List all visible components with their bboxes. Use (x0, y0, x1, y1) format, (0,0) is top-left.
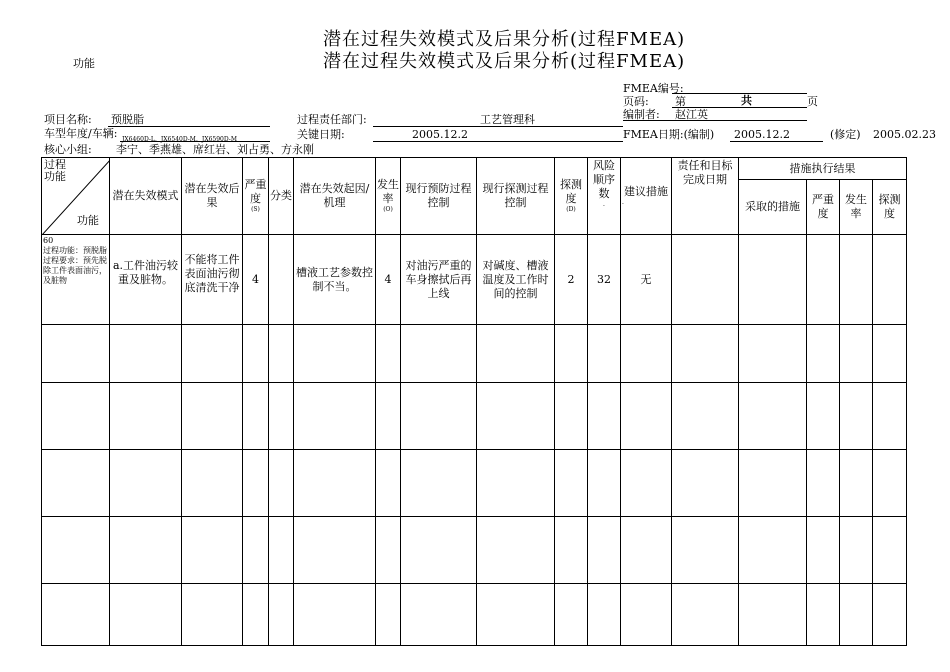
function-label: 功能 (73, 57, 95, 70)
col-failure-mode: 潜在失效模式 (110, 158, 182, 235)
dept-label: 过程责任部门: (297, 113, 367, 126)
revised-value: 2005.02.23 (873, 128, 936, 141)
compiler-label: 编制者: (623, 108, 660, 121)
cell-recommended: 无 (621, 235, 672, 325)
cell-res-severity (807, 235, 840, 325)
page-label: 页码: (623, 95, 649, 108)
col-recommended (621, 158, 672, 235)
col-rpn-sub: . (603, 201, 605, 208)
cell-responsibility (672, 235, 739, 325)
cell-classification (269, 235, 294, 325)
col-occurrence (376, 158, 401, 235)
keydate-underline (373, 141, 623, 142)
table-row-empty (42, 450, 907, 517)
page-gong: 共 (741, 94, 752, 107)
revised-label: (修定) (830, 128, 861, 141)
col-detectability-label: 探测度 (560, 178, 582, 205)
cell-failure-mode: a.工件油污较重及脏物。 (110, 235, 182, 325)
model-underline (120, 141, 270, 142)
project-label: 项目名称: (44, 113, 92, 126)
cell-failure-cause: 槽液工艺参数控制不当。 (294, 235, 376, 325)
cell-severity: 4 (243, 235, 269, 325)
table-row-empty (42, 383, 907, 450)
dept-underline (373, 126, 623, 127)
cell-actions-taken (739, 235, 807, 325)
col-res-occurrence: 发生率 (840, 180, 873, 235)
col-severity (243, 158, 269, 235)
col-detection: 现行探测过程控制 (477, 158, 555, 235)
col-results: 措施执行结果 (739, 158, 907, 180)
keydate-label: 关键日期: (297, 128, 345, 141)
col-res-severity: 严重度 (807, 180, 840, 235)
page-title-repeat: 潜在过程失效模式及后果分析(过程FMEA) (323, 51, 686, 72)
table-row-empty (42, 517, 907, 584)
cell-function: 60 过程功能：预脱脂 过程要求：预先脱除工件表面油污，及脏物 (42, 235, 110, 325)
col-detectability-sub: (D) (566, 206, 576, 213)
col-responsibility: 责任和目标完成日期 (672, 158, 739, 235)
keydate-value: 2005.12.2 (412, 128, 468, 141)
project-value: 预脱脂 (111, 113, 144, 126)
col-occurrence-label: 发生率 (377, 178, 399, 205)
fmea-table (41, 157, 907, 646)
cell-prevention: 对油污严重的车身擦拭后再上线 (401, 235, 477, 325)
table-row-empty (42, 325, 907, 383)
cell-detectability: 2 (555, 235, 588, 325)
col-severity-sub: (S) (251, 206, 260, 213)
col-failure-cause: 潜在失效起因/机理 (294, 158, 376, 235)
team-value: 李宁、季燕雄、席红岩、刘占勇、方永刚 (116, 143, 314, 156)
cell-res-occurrence (840, 235, 873, 325)
fmea-date-underline (730, 141, 823, 142)
page-di: 第 (675, 95, 686, 108)
cell-res-detection (873, 235, 907, 325)
fmea-date-label: FMEA日期:(编制) (623, 128, 715, 141)
fmea-no-underline (672, 93, 807, 94)
col-rpn (588, 158, 621, 235)
col-prevention: 现行预防过程控制 (401, 158, 477, 235)
compiler-value: 赵江英 (675, 108, 708, 121)
fmea-no-label: FMEA编号: (623, 82, 684, 95)
page-title: 潜在过程失效模式及后果分析(过程FMEA) (323, 29, 686, 50)
process-function-tl: 过程 功能 (44, 158, 66, 183)
col-recommended-label: 建议措施 (624, 185, 668, 198)
cell-failure-effect: 不能将工件表面油污彻底清洗干净 (182, 235, 243, 325)
model-value: JX6460D-L、JX6540D-M、JX6590D-M (122, 136, 237, 143)
cell-rpn: 32 (588, 235, 621, 325)
process-function-br: 功能 (77, 214, 99, 227)
table-row-empty (42, 584, 907, 646)
process-function-header (42, 158, 110, 235)
col-actions-taken: 采取的措施 (739, 180, 807, 235)
dept-value: 工艺管理科 (480, 113, 535, 126)
col-severity-label: 严重度 (244, 178, 267, 205)
col-classification: 分类 (269, 158, 294, 235)
col-rpn-label: 风险顺序数 (593, 159, 615, 200)
project-underline (108, 126, 270, 127)
fmea-date-value: 2005.12.2 (734, 128, 790, 141)
col-occurrence-sub: (O) (383, 206, 393, 213)
col-res-detection: 探测度 (873, 180, 907, 235)
page-ye: 页 (807, 95, 818, 108)
model-label: 车型年度/车辆: (44, 127, 118, 140)
table-row (42, 235, 907, 325)
cell-detection: 对碱度、槽液温度及工作时间的控制 (477, 235, 555, 325)
col-recommended-sub: . (622, 199, 624, 206)
col-detectability (555, 158, 588, 235)
team-label: 核心小组: (44, 143, 92, 156)
cell-occurrence: 4 (376, 235, 401, 325)
compiler-underline (623, 120, 807, 121)
col-failure-effect: 潜在失效后果 (182, 158, 243, 235)
